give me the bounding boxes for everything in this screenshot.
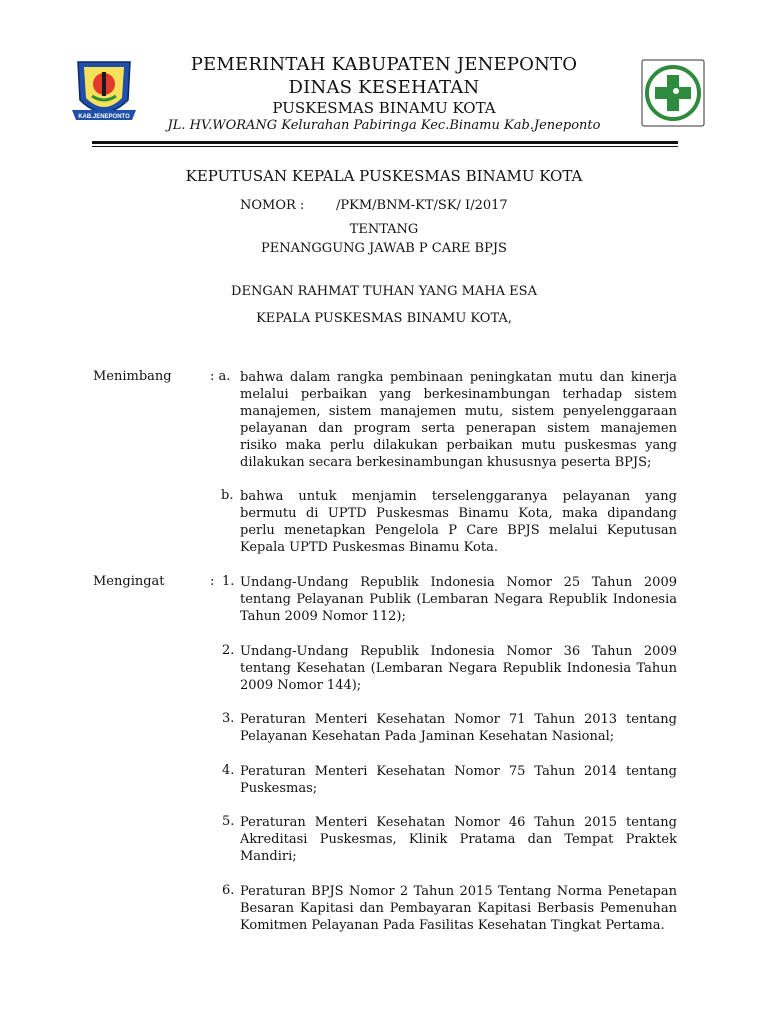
menimbang-b-marker: b. xyxy=(221,488,234,503)
mengingat-item-text: Peraturan Menteri Kesehatan Nomor 71 Tahun 2013 tentang Pelayanan Kesehatan Pada Jaminan Kesehatan Nasional; xyxy=(240,712,677,744)
mengingat-item-text: Undang-Undang Republik Indonesia Nomor 25 Tahun 2009 tentang Pelayanan Publik (Lembaran Negara Republik Indonesia Tahun 2009 Nomor 112); xyxy=(240,575,677,624)
nomor-value: /PKM/BNM-KT/SK/ I/2017 xyxy=(336,198,508,213)
mengingat-item-number: 1. xyxy=(222,574,235,589)
header-puskesmas: PUSKESMAS BINAMU KOTA xyxy=(272,99,496,117)
mengingat-item-text: Undang-Undang Republik Indonesia Nomor 36 Tahun 2009 tentang Kesehatan (Lembaran Negara Republik Indonesia Tahun 2009 Nomor 144); xyxy=(240,644,677,693)
mengingat-item-number: 4. xyxy=(222,763,235,778)
mengingat-item-number: 5. xyxy=(222,814,235,829)
decree-title: KEPUTUSAN KEPALA PUSKESMAS BINAMU KOTA xyxy=(185,167,583,185)
menimbang-b-text: bahwa untuk menjamin terselenggaranya pelayanan yang bermutu di UPTD Puskesmas Binamu Kota, maka dipandang perlu menetapkan Pengelola P Care BPJS melalui Keputusan Kepala UPTD Puskesmas Binamu Kota. xyxy=(240,489,677,555)
mengingat-item-text: Peraturan Menteri Kesehatan Nomor 75 Tahun 2014 tentang Puskesmas; xyxy=(240,764,677,796)
mengingat-item-number: 6. xyxy=(222,883,235,898)
header-government: PEMERINTAH KABUPATEN JENEPONTO xyxy=(190,54,578,75)
menimbang-a-text: bahwa dalam rangka pembinaan peningkatan mutu dan kinerja melalui perbaikan yang berkesinambungan terhadap sistem manajemen, sistem manajemen mutu, sistem penyelenggaraan pelayanan dan program serta penerapan sistem manajemen risiko maka perlu dilakukan perbaikan mutu puskesmas yang dilakukan secara berkesinambungan khususnya peserta BPJS; xyxy=(240,370,677,470)
rahmat-line: DENGAN RAHMAT TUHAN YANG MAHA ESA xyxy=(231,284,537,299)
mengingat-colon: : xyxy=(210,574,215,589)
mengingat-item-number: 2. xyxy=(222,643,235,658)
kepala-line: KEPALA PUSKESMAS BINAMU KOTA, xyxy=(256,311,512,326)
decree-subject: PENANGGUNG JAWAB P CARE BPJS xyxy=(261,241,507,256)
menimbang-label: Menimbang xyxy=(93,369,172,384)
header-divider-thin xyxy=(92,146,678,147)
header-address: JL. HV.WORANG Kelurahan Pabiringa Kec.Binamu Kab.Jeneponto xyxy=(167,118,601,133)
nomor-label: NOMOR : xyxy=(240,198,305,213)
mengingat-item-text: Peraturan BPJS Nomor 2 Tahun 2015 Tentang Norma Penetapan Besaran Kapitasi dan Pembayaran Kapitasi Berbasis Pemenuhan Komitmen Pelayanan Pada Fasilitas Kesehatan Tingkat Pertama. xyxy=(240,884,677,933)
tentang-label: TENTANG xyxy=(349,222,419,237)
mengingat-item-number: 3. xyxy=(222,711,235,726)
menimbang-a-marker: : a. xyxy=(210,369,231,384)
header-department: DINAS KESEHATAN xyxy=(288,77,480,98)
mengingat-item-text: Peraturan Menteri Kesehatan Nomor 46 Tahun 2015 tentang Akreditasi Puskesmas, Klinik Pratama dan Tempat Praktek Mandiri; xyxy=(240,815,677,864)
emblem-ribbon-text: KAB.JENEPONTO xyxy=(78,114,130,120)
mengingat-label: Mengingat xyxy=(93,574,165,589)
header-divider-thick xyxy=(92,141,678,144)
